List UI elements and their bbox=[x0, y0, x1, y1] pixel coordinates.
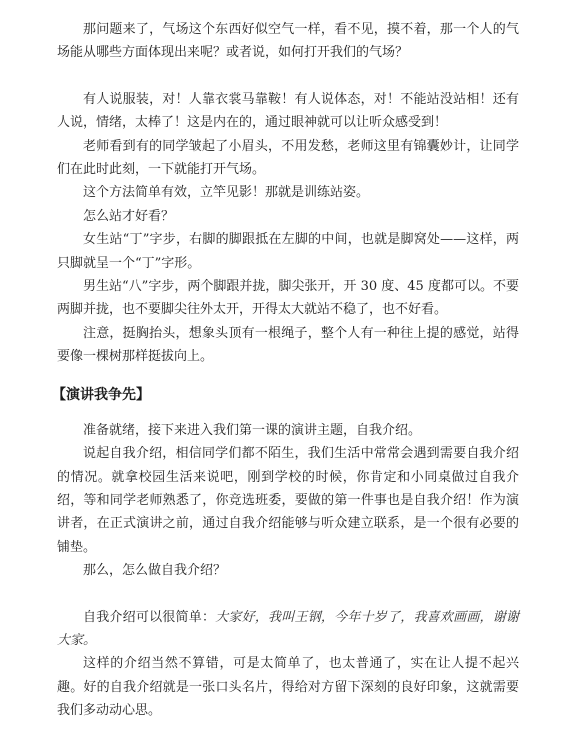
paragraph: 那么，怎么做自我介绍？ bbox=[83, 563, 227, 579]
paragraph: 女生站“丁”字步，右脚的脚跟抵在左脚的中间，也就是脚窝处——这样，两只脚就呈一个“丁”字形。 bbox=[57, 232, 519, 271]
example-intro: 自我介绍可以很简单： bbox=[83, 609, 216, 625]
section-heading: 【演讲我争先】 bbox=[52, 386, 150, 403]
example-paragraph bbox=[57, 606, 519, 653]
paragraph: 说起自我介绍，相信同学们都不陌生，我们生活中常常会遇到需要自我介绍的情况。就拿校园生活来说吧，刚到学校的时候，你肯定和小同桌做过自我介绍，等和同学老师熟悉了，你竞选班委，要做的第一件事也是自我介绍！作为演讲者，在正式演讲之前，通过自我介绍能够与听众建立联系，是一个很有必要的铺垫。 bbox=[57, 446, 519, 555]
paragraph: 怎么站才好看？ bbox=[83, 208, 175, 224]
paragraph: 男生站“八”字步，两个脚跟并拢，脚尖张开，开 30 度、45 度都可以。不要两脚并拢，也不要脚尖往外太开，开得太大就站不稳了，也不好看。 bbox=[57, 279, 519, 318]
paragraph: 那问题来了，气场这个东西好似空气一样，看不见，摸不着，那一个人的气场能从哪些方面体现出来呢？或者说，如何打开我们的气场？ bbox=[57, 22, 519, 61]
paragraph: 这样的介绍当然不算错，可是太简单了，也太普通了，实在让人提不起兴趣。好的自我介绍就是一张口头名片，得给对方留下深刻的良好印象，这就需要我们多动动心思。 bbox=[57, 656, 519, 719]
spacer bbox=[57, 65, 519, 88]
paragraph: 老师看到有的同学皱起了小眉头，不用发愁，老师这里有锦囊妙计，让同学们在此时此刻，一下就能打开气场。 bbox=[57, 138, 519, 178]
spacer bbox=[57, 583, 519, 606]
paragraph: 准备就绪，接下来进入我们第一课的演讲主题，自我介绍。 bbox=[83, 422, 422, 438]
paragraph: 有人说服装，对！人靠衣裳马靠鞍！有人说体态，对！不能站没站相！还有人说，情绪，太棒了！这是内在的，通过眼神就可以让听众感受到！ bbox=[57, 91, 519, 131]
paragraph: 这个方法简单有效，立竿见影！那就是训练站姿。 bbox=[83, 185, 370, 201]
document-page bbox=[52, 18, 519, 723]
paragraph: 注意，挺胸抬头，想象头顶有一根绳子，整个人有一种往上提的感觉，站得要像一棵树那样挺拔向上。 bbox=[57, 325, 519, 365]
example-quote: 大家好，我叫王钢，今年十岁了，我喜欢画画，谢谢大家。 bbox=[57, 609, 519, 648]
